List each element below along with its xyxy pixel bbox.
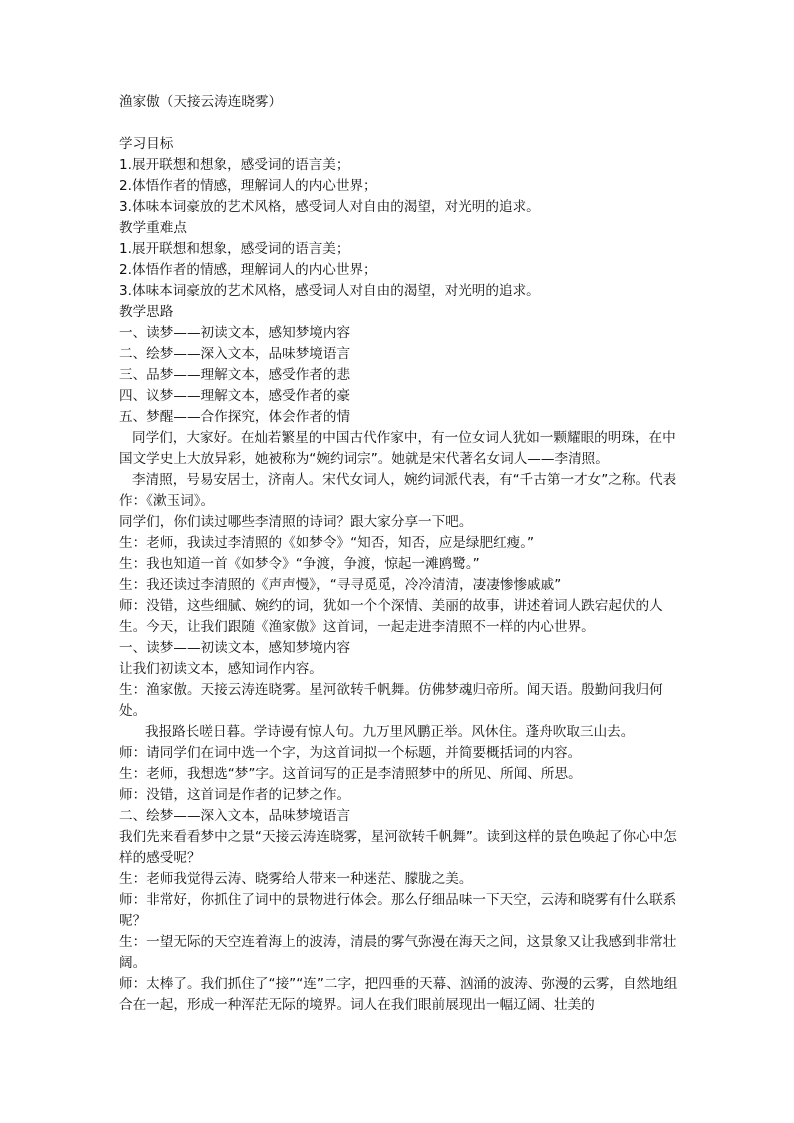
section-heading-draw-dream: 二、绘梦——深入文本，品味梦境语言 (119, 808, 351, 824)
dialogue-line: 生：老师，我想选“梦”字。这首词写的正是李清照梦中的所见、所闻、所思。 (119, 766, 582, 782)
goal-item-2: 2.体悟作者的情感，理解词人的内心世界； (119, 178, 377, 194)
key-point-item-1: 1.展开联想和想象，感受词的语言美； (119, 241, 350, 257)
dialogue-line: 师：请同学们在词中选一个字，为这首词拟一个标题，并简要概括词的内容。 (119, 745, 582, 761)
dialogue-line: 生：老师我觉得云涛、晓雾给人带来一种迷茫、朦胧之美。 (119, 871, 473, 887)
plan-step-5: 五、梦醒——合作探究，体会作者的情 (119, 409, 351, 425)
goal-item-3: 3.体味本词豪放的艺术风格，感受词人对自由的渴望，对光明的追求。 (119, 199, 540, 215)
dialogue-line: 我们先来看看梦中之景“天接云涛连晓雾，星河欲转千帆舞”。读到这样的景色唤起了你心中怎样的感受呢？ (119, 829, 677, 866)
section-heading-teaching-plan: 教学思路 (119, 304, 174, 320)
plan-step-1: 一、读梦——初读文本，感知梦境内容 (119, 325, 351, 341)
dialogue-line: 让我们初读文本，感知词作内容。 (119, 661, 323, 677)
author-paragraph: 李清照，号易安居士，济南人。宋代女词人，婉约词派代表，有“千古第一才女”之称。代表作：《漱玉词》。 (119, 472, 677, 509)
dialogue-line: 师：太棒了。我们抓住了“接”“连”二字，把四垂的天幕、汹涌的波涛、弥漫的云雾，自然地组合在一起，形成一种浑茫无际的境界。词人在我们眼前展现出一幅辽阔、壮美的 (119, 976, 678, 1013)
poem-recitation: 生：渔家傲。天接云涛连晓雾。星河欲转千帆舞。仿佛梦魂归帝所。闻天语。殷勤问我归何处。 (119, 682, 663, 719)
dialogue-line: 师：没错，这些细腻、婉约的词，犹如一个个深情、美丽的故事，讲述着词人跌宕起伏的人生。今天，让我们跟随《渔家傲》这首词，一起走进李清照不一样的内心世界。 (119, 598, 663, 635)
plan-step-3: 三、品梦——理解文本，感受作者的悲 (119, 367, 351, 383)
dialogue-line: 生：我也知道一首《如梦令》“争渡，争渡，惊起一滩鸥鹭。” (119, 556, 480, 572)
section-heading-read-dream: 一、读梦——初读文本，感知梦境内容 (119, 640, 351, 656)
document-title: 渔家傲（天接云涛连晓雾） (119, 94, 283, 110)
dialogue-line: 生：一望无际的天空连着海上的波涛，清晨的雾气弥漫在海天之间，这景象又让我感到非常壮阔。 (119, 934, 677, 971)
key-point-item-2: 2.体悟作者的情感，理解词人的内心世界； (119, 262, 377, 278)
dialogue-line: 生：我还读过李清照的《声声慢》，“寻寻觅觅，冷冷清清，凄凄惨惨戚戚” (119, 577, 562, 593)
key-point-item-3: 3.体味本词豪放的艺术风格，感受词人对自由的渴望，对光明的追求。 (119, 283, 540, 299)
goal-item-1: 1.展开联想和想象，感受词的语言美； (119, 157, 350, 173)
section-heading-learning-goals: 学习目标 (119, 136, 174, 152)
plan-step-4: 四、议梦——理解文本，感受作者的豪 (119, 388, 351, 404)
dialogue-line: 生：老师，我读过李清照的《如梦令》“知否，知否，应是绿肥红瘦。” (119, 535, 535, 551)
poem-recitation-continued: 我报路长嗟日暮。学诗谩有惊人句。九万里风鹏正举。风休住。蓬舟吹取三山去。 (145, 724, 635, 740)
document-page (119, 92, 681, 1016)
dialogue-line: 师：非常好，你抓住了词中的景物进行体会。那么仔细品味一下天空，云涛和晓雾有什么联系呢？ (119, 892, 677, 929)
plan-step-2: 二、绘梦——深入文本，品味梦境语言 (119, 346, 351, 362)
dialogue-line: 师：没错，这首词是作者的记梦之作。 (119, 787, 351, 803)
intro-paragraph: 同学们，大家好。在灿若繁星的中国古代作家中，有一位女词人犹如一颗耀眼的明珠，在中国文学史上大放异彩，她被称为“婉约词宗”。她就是宋代著名女词人——李清照。 (119, 430, 676, 467)
dialogue-line: 同学们，你们读过哪些李清照的诗词？跟大家分享一下吧。 (119, 514, 473, 530)
section-heading-key-points: 教学重难点 (119, 220, 187, 236)
